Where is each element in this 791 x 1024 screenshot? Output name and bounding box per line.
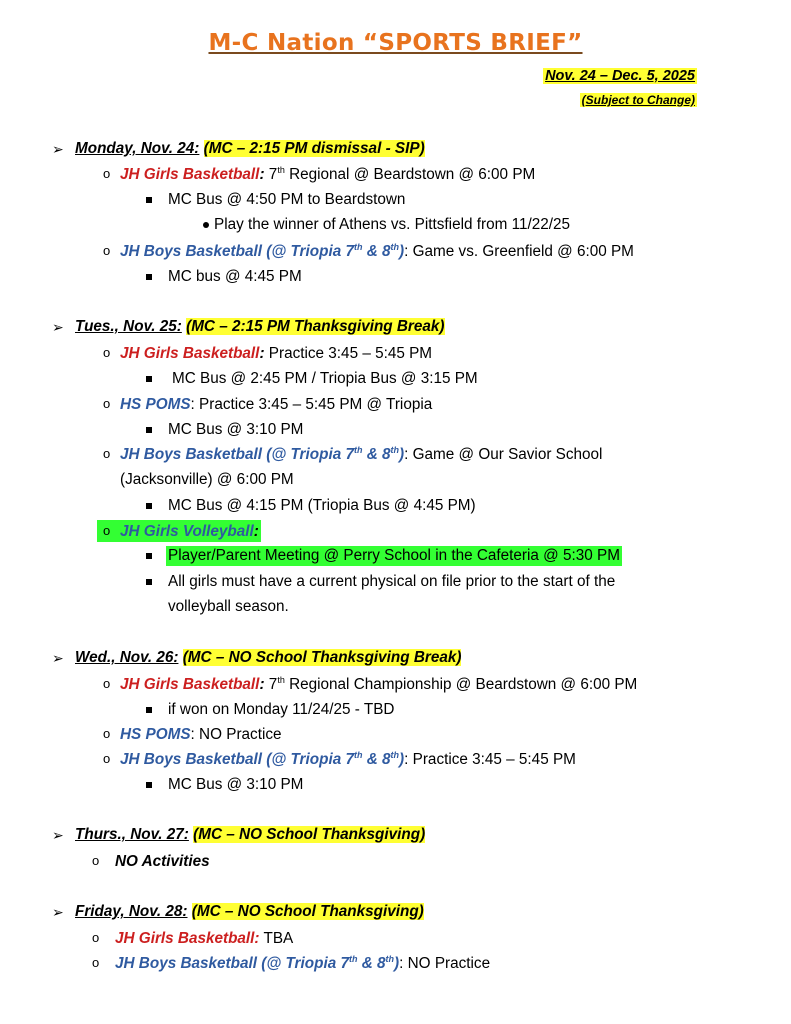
list-item: All girls must have a current physical on file prior to the start of the xyxy=(168,573,616,590)
square-bullet-icon xyxy=(146,274,152,280)
square-bullet-icon xyxy=(146,427,152,433)
list-item: MC Bus @ 3:10 PM xyxy=(168,776,304,793)
circle-bullet-icon: o xyxy=(103,751,111,766)
subject-to-change: (Subject to Change) xyxy=(581,93,695,107)
list-item: JH Girls Basketball: TBA xyxy=(115,930,294,947)
square-bullet-icon xyxy=(146,553,152,559)
arrow-bullet-icon: ➢ xyxy=(52,650,64,666)
day-heading-tuesday: Tues., Nov. 25: (MC – 2:15 PM Thanksgiving Break) xyxy=(75,318,445,335)
list-item: NO Activities xyxy=(115,853,210,870)
list-item: MC Bus @ 4:50 PM to Beardstown xyxy=(168,191,406,208)
day-heading-thursday: Thurs., Nov. 27: (MC – NO School Thanksgiving) xyxy=(75,826,426,843)
list-item: JH Boys Basketball (@ Triopia 7th & 8th): Game vs. Greenfield @ 6:00 PM xyxy=(120,241,634,260)
list-item-highlight: Player/Parent Meeting @ Perry School in the Cafeteria @ 5:30 PM xyxy=(168,547,620,564)
list-item: JH Girls Volleyball: xyxy=(120,523,259,540)
list-item: MC Bus @ 2:45 PM / Triopia Bus @ 3:15 PM xyxy=(172,370,478,387)
arrow-bullet-icon: ➢ xyxy=(52,141,64,157)
list-item: if won on Monday 11/24/25 - TBD xyxy=(168,701,395,718)
circle-bullet-icon: o xyxy=(103,243,111,258)
circle-bullet-icon: o xyxy=(103,345,111,360)
dot-bullet-icon xyxy=(203,222,209,228)
list-item: HS POMS: Practice 3:45 – 5:45 PM @ Triopia xyxy=(120,396,433,413)
square-bullet-icon xyxy=(146,376,152,382)
circle-bullet-icon: o xyxy=(103,446,111,461)
list-item: MC Bus @ 3:10 PM xyxy=(168,421,304,438)
list-item: JH Boys Basketball (@ Triopia 7th & 8th): NO Practice xyxy=(115,953,491,972)
list-item: MC bus @ 4:45 PM xyxy=(168,268,302,285)
list-item: HS POMS: NO Practice xyxy=(120,726,282,743)
list-item: MC Bus @ 4:15 PM (Triopia Bus @ 4:45 PM) xyxy=(168,497,476,514)
circle-bullet-icon: o xyxy=(92,930,100,945)
square-bullet-icon xyxy=(146,503,152,509)
date-range: Nov. 24 – Dec. 5, 2025 xyxy=(545,68,695,84)
list-item: Play the winner of Athens vs. Pittsfield from 11/22/25 xyxy=(214,216,570,233)
square-bullet-icon xyxy=(146,579,152,585)
list-item: JH Girls Basketball: Practice 3:45 – 5:45 PM xyxy=(120,345,433,362)
list-item-continuation: volleyball season. xyxy=(168,598,289,615)
square-bullet-icon xyxy=(146,197,152,203)
list-item: JH Girls Basketball: 7th Regional @ Beardstown @ 6:00 PM xyxy=(120,164,536,183)
circle-bullet-icon: o xyxy=(103,166,111,181)
circle-bullet-icon: o xyxy=(103,523,111,538)
square-bullet-icon xyxy=(146,782,152,788)
arrow-bullet-icon: ➢ xyxy=(52,827,64,843)
circle-bullet-icon: o xyxy=(92,955,100,970)
day-heading-monday: Monday, Nov. 24: (MC – 2:15 PM dismissal - SIP) xyxy=(75,140,425,157)
arrow-bullet-icon: ➢ xyxy=(52,904,64,920)
list-item: JH Boys Basketball (@ Triopia 7th & 8th): Game @ Our Savior School xyxy=(120,444,603,463)
circle-bullet-icon: o xyxy=(103,676,111,691)
page-title: M-C Nation “SPORTS BRIEF” xyxy=(208,30,583,56)
list-item: JH Girls Basketball: 7th Regional Championship @ Beardstown @ 6:00 PM xyxy=(120,674,638,693)
list-item: JH Boys Basketball (@ Triopia 7th & 8th): Practice 3:45 – 5:45 PM xyxy=(120,749,576,768)
day-heading-friday: Friday, Nov. 28: (MC – NO School Thanksgiving) xyxy=(75,903,424,920)
circle-bullet-icon: o xyxy=(92,853,100,868)
arrow-bullet-icon: ➢ xyxy=(52,319,64,335)
circle-bullet-icon: o xyxy=(103,726,111,741)
day-heading-wednesday: Wed., Nov. 26: (MC – NO School Thanksgiving Break) xyxy=(75,649,462,666)
square-bullet-icon xyxy=(146,707,152,713)
circle-bullet-icon: o xyxy=(103,396,111,411)
list-item-continuation: (Jacksonville) @ 6:00 PM xyxy=(120,471,294,488)
